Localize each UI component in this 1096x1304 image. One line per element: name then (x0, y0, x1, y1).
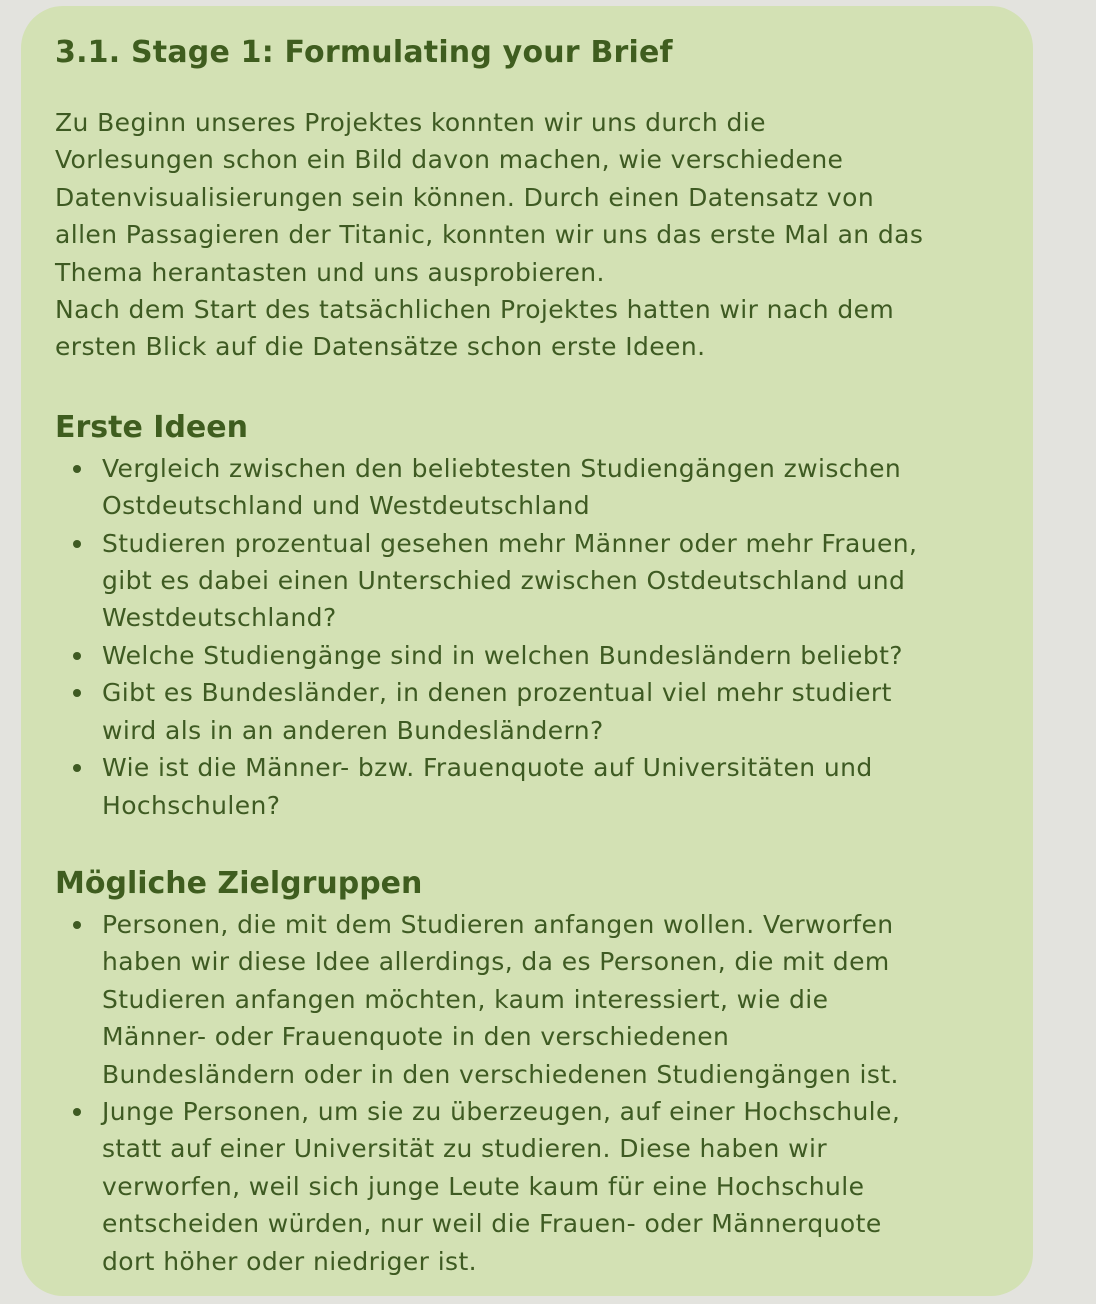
list-item: Junge Personen, um sie zu überzeugen, auf einer Hochschule, statt auf einer Universität zu studieren. Diese haben wir verworfen, weil sich junge Leute kaum für eine Hochschule entscheiden würden, nur weil die Frauen- oder Männerquote dort höher oder niedriger ist. (55, 1093, 993, 1280)
target-groups-heading: Mögliche Zielgruppen (55, 865, 423, 901)
intro-line: Zu Beginn unseres Projektes konnten wir uns durch die (55, 108, 766, 137)
bullet-icon (73, 540, 81, 548)
bullet-icon (73, 921, 81, 929)
intro-paragraph (55, 104, 993, 366)
list-item: Welche Studiengänge sind in welchen Bundesländern beliebt? (55, 637, 993, 674)
list-item: Personen, die mit dem Studieren anfangen wollen. Verworfen haben wir diese Idee allerdings, da es Personen, die mit dem Studieren anfangen möchten, kaum interessiert, wie die Männer- oder Frauenquote in den verschiedenen Bundesländern oder in den verschiedenen Studiengängen ist. (55, 906, 993, 1093)
target-groups-list (55, 906, 993, 1280)
list-item: Wie ist die Männer- bzw. Frauenquote auf Universitäten und Hochschulen? (55, 749, 993, 824)
content-card (21, 6, 1033, 1296)
ideas-heading: Erste Ideen (55, 409, 248, 445)
bullet-icon (73, 652, 81, 660)
intro-line: ersten Blick auf die Datensätze schon erste Ideen. (55, 332, 706, 362)
bullet-icon (73, 465, 81, 473)
list-item: Gibt es Bundesländer, in denen prozentual viel mehr studiert wird als in an anderen Bundesländern? (55, 674, 993, 749)
ideas-list (55, 450, 993, 824)
intro-line: allen Passagieren der Titanic, konnten wir uns das erste Mal an das (55, 220, 924, 250)
list-item: Vergleich zwischen den beliebtesten Studiengängen zwischen Ostdeutschland und Westdeutschland (55, 450, 993, 525)
bullet-icon (73, 764, 81, 772)
bullet-icon (73, 689, 81, 697)
intro-line: Nach dem Start des tatsächlichen Projektes hatten wir nach dem (55, 295, 895, 325)
intro-line: Vorlesungen schon ein Bild davon machen, wie verschiedene (55, 145, 844, 175)
intro-line: Thema herantasten und uns ausprobieren. (55, 257, 605, 287)
intro-line: Datenvisualisierungen sein können. Durch einen Datensatz von (55, 182, 875, 212)
bullet-icon (73, 1108, 81, 1116)
section-title: 3.1. Stage 1: Formulating your Brief (55, 35, 673, 70)
list-item: Studieren prozentual gesehen mehr Männer oder mehr Frauen, gibt es dabei einen Unterschied zwischen Ostdeutschland und Westdeutschland? (55, 525, 993, 637)
